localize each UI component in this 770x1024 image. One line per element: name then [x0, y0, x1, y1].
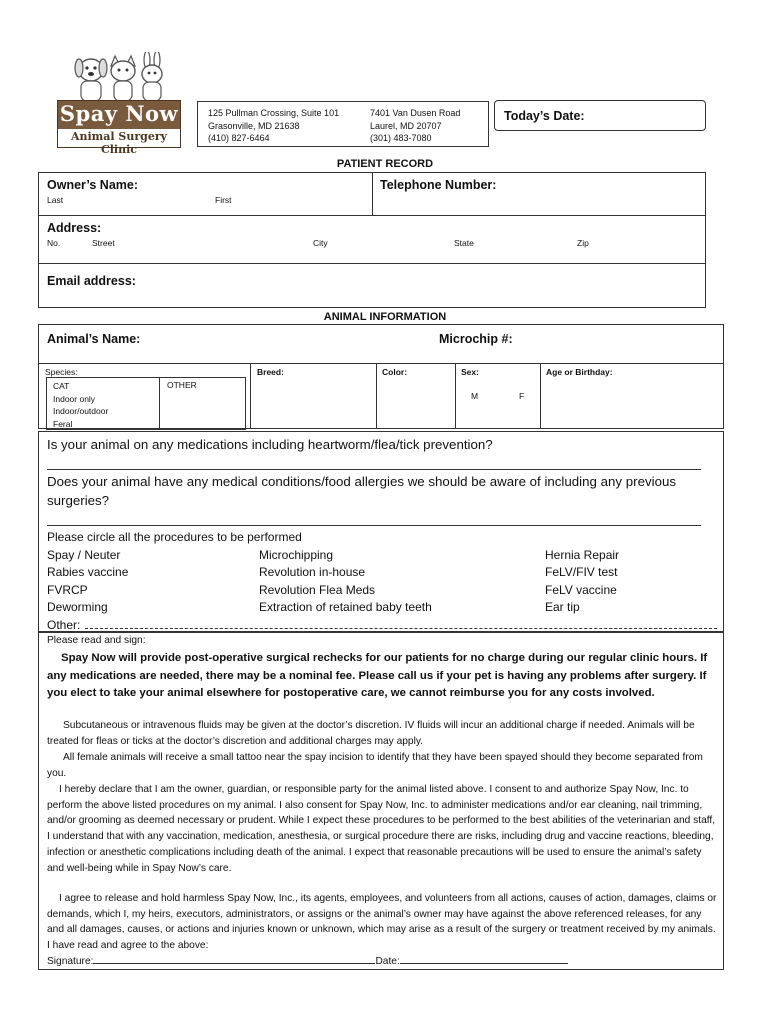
sex-m[interactable]: M: [471, 391, 479, 401]
procedure-option[interactable]: Extraction of retained baby teeth: [259, 600, 432, 615]
procedure-option[interactable]: Deworming: [47, 600, 108, 615]
signature-label: Signature:: [47, 956, 94, 967]
species-option[interactable]: Feral: [53, 418, 73, 429]
no-label: No.: [47, 238, 61, 248]
sex-label: Sex:: [461, 367, 479, 377]
zip-label: Zip: [577, 238, 589, 248]
state-label: State: [454, 238, 474, 248]
address-left-line2: Grasonville, MD 21638: [208, 120, 300, 131]
breed-label: Breed:: [257, 367, 284, 377]
procedure-other-line[interactable]: [85, 628, 717, 629]
release-paragraph: I agree to release and hold harmless Spay Now, Inc., its agents, employees, and volunteers from all actions, causes of action, damages, claims or demands, which I, my heirs, executors, administrators, or assigns or the animal’s owner may have against the above referenced releases, for any and all damages, causes, or actions and injuries known or unknown, which may arise as a result of the surgery or treatment received by my animals. I have read and agree to the above:: [47, 893, 717, 952]
recheck-policy-text: Spay Now will provide post-operative surgical rechecks for our patients for no charge during our regular clinic hours. If any medications are needed, there may be a nominal fee. Please call us if your pet is having any problems after surgery. If you elect to take your animal elsewhere for postoperative care, we cannot reimburse you for any costs involved.: [47, 652, 708, 699]
fluids-paragraph: Subcutaneous or intravenous fluids may be given at the doctor’s discretion. IV fluids will incur an additional charge if needed. Animals will be treated for fleas or ticks at the doctor’s discretion and additional charges may apply.: [47, 720, 695, 747]
clinic-address-box: [197, 101, 489, 147]
date-label: Date:: [375, 956, 400, 967]
medications-question: Is your animal on any medications including heartworm/flea/tick prevention?: [47, 437, 493, 452]
age-label: Age or Birthday:: [546, 367, 613, 377]
conditions-answer-line[interactable]: [47, 525, 701, 526]
address-left-line3: (410) 827-6464: [208, 133, 270, 143]
city-label: City: [313, 238, 328, 248]
email-label: Email address:: [47, 274, 136, 288]
sex-f[interactable]: F: [519, 391, 525, 401]
logo-line2: Animal Surgery Clinic: [70, 130, 168, 156]
address-left-line1: 125 Pullman Crossing, Suite 101: [208, 108, 340, 118]
owner-name-label: Owner’s Name:: [47, 178, 139, 192]
tattoo-paragraph: All female animals will receive a small tattoo near the spay incision to identify that they have been spayed should they become separated from you.: [47, 752, 703, 779]
signature-line[interactable]: [93, 963, 375, 964]
procedure-option[interactable]: Microchipping: [259, 548, 334, 562]
animal-name-field[interactable]: [38, 324, 724, 364]
patient-record-heading: PATIENT RECORD: [336, 158, 434, 170]
animal-info-heading: ANIMAL INFORMATION: [323, 311, 447, 323]
species-option[interactable]: CAT: [53, 381, 70, 391]
todays-date-label: Today’s Date:: [504, 109, 585, 123]
color-label: Color:: [382, 367, 408, 377]
species-option[interactable]: Indoor/outdoor: [53, 406, 109, 416]
pets-illustration-icon: [55, 52, 181, 102]
procedure-option[interactable]: FeLV vaccine: [545, 582, 617, 597]
microchip-label: Microchip #:: [439, 332, 513, 346]
street-label: Street: [92, 238, 115, 248]
procedure-other-label: Other:: [47, 617, 81, 632]
medical-questions-box: [38, 431, 724, 632]
animal-details-row: [38, 363, 724, 429]
procedure-option[interactable]: Rabies vaccine: [47, 565, 129, 580]
procedure-option[interactable]: Hernia Repair: [545, 548, 620, 562]
medications-answer-line[interactable]: [47, 469, 701, 470]
owner-name-field[interactable]: [38, 172, 373, 216]
consent-paragraph: I hereby declare that I am the owner, guardian, or responsible party for the animal listed above. I consent to and authorize Spay Now, Inc. to perform the above listed procedures on my animal. I also consent for Spay Now, Inc. to administer medications and/or ear cleaning, nail trimming, and/or grooming as deemed necessary or prudent. While I expect these procedures to be performed to the best abilities of the veterinarian and staff, I understand that with any vaccination, medication, anesthesia, or surgical procedure there are risks, including drug and vaccine reactions, bleeding, infection or anesthetic complications including death of the animal. I expect that reasonable precautions will be used to ensure the animal’s safety and well-being while in Spay Now’s care.: [47, 784, 716, 874]
procedure-option[interactable]: FeLV/FIV test: [545, 565, 618, 580]
address-field[interactable]: [38, 215, 706, 264]
first-label: First: [215, 195, 232, 205]
consent-box: [38, 632, 724, 970]
todays-date-field[interactable]: [494, 100, 706, 131]
species-option[interactable]: Indoor only: [53, 393, 96, 404]
telephone-field[interactable]: [372, 172, 706, 216]
species-label: Species:: [45, 367, 78, 377]
date-line[interactable]: [400, 963, 568, 964]
logo-line1: Spay Now: [59, 101, 179, 126]
logo: [55, 52, 181, 156]
address-right-line3: (301) 483-7080: [370, 133, 432, 143]
conditions-question: Does your animal have any medical conditions/food allergies we should be aware of including any previous surgeries?: [47, 474, 677, 508]
read-sign-heading: Please read and sign:: [47, 635, 146, 646]
procedures-intro: Please circle all the procedures to be performed: [47, 530, 302, 544]
species-other[interactable]: OTHER: [167, 380, 197, 390]
species-options-box: [46, 377, 246, 430]
procedure-option[interactable]: Ear tip: [545, 600, 580, 615]
procedure-option[interactable]: Revolution in-house: [259, 565, 366, 580]
address-right-line2: Laurel, MD 20707: [370, 120, 442, 131]
procedure-option[interactable]: FVRCP: [47, 582, 88, 597]
procedure-option[interactable]: Revolution Flea Meds: [259, 582, 376, 597]
animal-name-label: Animal’s Name:: [47, 332, 141, 346]
email-field[interactable]: [38, 263, 706, 308]
address-label: Address:: [47, 221, 102, 235]
address-right-line1: 7401 Van Dusen Road: [370, 108, 461, 118]
telephone-label: Telephone Number:: [380, 178, 497, 192]
procedure-option[interactable]: Spay / Neuter: [47, 548, 121, 562]
last-label: Last: [47, 195, 64, 205]
